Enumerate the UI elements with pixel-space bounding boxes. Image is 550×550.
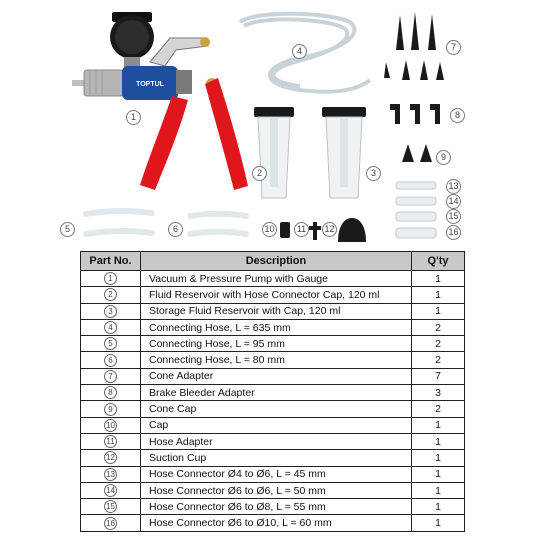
part-description: Hose Connector Ø4 to Ø6, L = 45 mm <box>141 466 412 482</box>
part-description: Cone Adapter <box>141 368 412 384</box>
part-number-badge: 4 <box>104 321 117 334</box>
part-number-badge: 6 <box>104 354 117 367</box>
part-description: Hose Connector Ø6 to Ø6, L = 50 mm <box>141 482 412 498</box>
table-row <box>81 450 465 466</box>
bleeder-adapters <box>390 104 440 124</box>
part-number-badge: 1 <box>104 272 117 285</box>
label-1: 1 <box>126 110 141 125</box>
short-hoses <box>86 211 246 234</box>
cone-caps <box>402 144 432 162</box>
part-qty: 1 <box>412 450 465 466</box>
label-2: 2 <box>252 166 267 181</box>
label-5: 5 <box>60 222 75 237</box>
part-qty: 1 <box>412 271 465 287</box>
label-4: 4 <box>292 44 307 59</box>
part-number-badge: 10 <box>104 419 117 432</box>
label-12: 12 <box>322 222 337 237</box>
table-header-row <box>81 252 465 271</box>
part-number-badge: 9 <box>104 403 117 416</box>
part-description: Cap <box>141 417 412 433</box>
part-number-badge: 11 <box>104 435 117 448</box>
reservoir-2 <box>254 107 294 198</box>
reservoir-3 <box>322 107 366 198</box>
part-description: Hose Connector Ø6 to Ø8, L = 55 mm <box>141 499 412 515</box>
part-description: Storage Fluid Reservoir with Cap, 120 ml <box>141 303 412 319</box>
part-qty: 1 <box>412 466 465 482</box>
part-description: Connecting Hose, L = 635 mm <box>141 319 412 335</box>
part-description: Cone Cap <box>141 401 412 417</box>
part-description: Connecting Hose, L = 80 mm <box>141 352 412 368</box>
part-description: Hose Adapter <box>141 433 412 449</box>
kit-drawing <box>0 0 550 248</box>
part-description: Fluid Reservoir with Hose Connector Cap, 120 ml <box>141 287 412 303</box>
part-number-badge: 16 <box>104 517 117 530</box>
table-row <box>81 401 465 417</box>
part-qty: 1 <box>412 482 465 498</box>
cap-part <box>280 222 290 238</box>
header-qty: Q'ty <box>412 252 465 271</box>
part-qty: 3 <box>412 385 465 401</box>
label-3: 3 <box>366 166 381 181</box>
part-qty: 2 <box>412 401 465 417</box>
table-row <box>81 287 465 303</box>
part-qty: 7 <box>412 368 465 384</box>
part-description: Suction Cup <box>141 450 412 466</box>
part-qty: 1 <box>412 287 465 303</box>
part-qty: 2 <box>412 336 465 352</box>
part-description: Vacuum & Pressure Pump with Gauge <box>141 271 412 287</box>
table-row <box>81 303 465 319</box>
parts-table <box>80 251 465 532</box>
label-15: 15 <box>446 209 461 224</box>
part-number-badge: 8 <box>104 386 117 399</box>
label-10: 10 <box>262 222 277 237</box>
label-14: 14 <box>446 194 461 209</box>
part-number-badge: 13 <box>104 468 117 481</box>
part-qty: 1 <box>412 433 465 449</box>
label-9: 9 <box>436 150 451 165</box>
table-row <box>81 352 465 368</box>
brand-text: TOPTUL <box>136 81 164 88</box>
pump-body <box>72 66 192 100</box>
part-number-badge: 14 <box>104 484 117 497</box>
part-number-badge: 5 <box>104 337 117 350</box>
table-row <box>81 271 465 287</box>
part-qty: 1 <box>412 417 465 433</box>
part-number-badge: 12 <box>104 451 117 464</box>
part-qty: 2 <box>412 319 465 335</box>
table-row <box>81 466 465 482</box>
part-number-badge: 15 <box>104 500 117 513</box>
label-11: 11 <box>294 222 309 237</box>
part-qty: 1 <box>412 499 465 515</box>
label-13: 13 <box>446 179 461 194</box>
table-row <box>81 336 465 352</box>
part-description: Hose Connector Ø6 to Ø10, L = 60 mm <box>141 515 412 531</box>
hose-adapter-part <box>313 222 317 240</box>
part-qty: 1 <box>412 515 465 531</box>
table-row <box>81 482 465 498</box>
table-row <box>81 319 465 335</box>
hose-connectors <box>396 182 436 238</box>
part-number-badge: 3 <box>104 305 117 318</box>
part-description: Brake Bleeder Adapter <box>141 385 412 401</box>
label-16: 16 <box>446 225 461 240</box>
part-qty: 1 <box>412 303 465 319</box>
cone-adapters <box>384 12 444 80</box>
pump-gauge <box>110 12 154 71</box>
part-number-badge: 2 <box>104 288 117 301</box>
label-7: 7 <box>446 40 461 55</box>
parts-illustration <box>0 0 550 248</box>
suction-cup-part <box>338 218 366 242</box>
table-row <box>81 499 465 515</box>
part-qty: 2 <box>412 352 465 368</box>
table-row <box>81 368 465 384</box>
part-description: Connecting Hose, L = 95 mm <box>141 336 412 352</box>
table-row <box>81 385 465 401</box>
table-row <box>81 417 465 433</box>
table-row <box>81 433 465 449</box>
table-row <box>81 515 465 531</box>
label-8: 8 <box>450 108 465 123</box>
part-number-badge: 7 <box>104 370 117 383</box>
header-description: Description <box>141 252 412 271</box>
header-part-no: Part No. <box>81 252 141 271</box>
label-6: 6 <box>168 222 183 237</box>
